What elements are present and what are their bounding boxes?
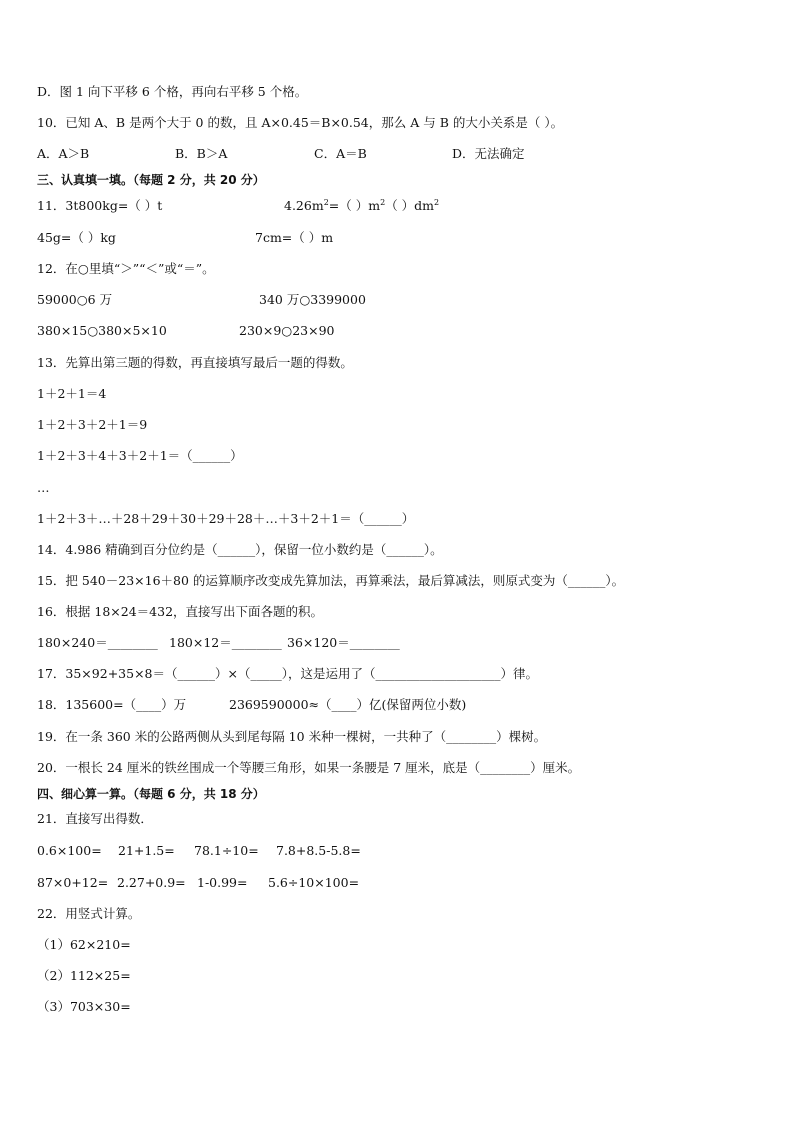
question-21-h: 5.6÷10×100= [268, 875, 360, 890]
question-16-b: 180×12＝________ [169, 635, 282, 650]
q11b-sup1: 2 [323, 197, 329, 207]
question-16-c: 36×120＝________ [287, 635, 400, 650]
question-18-a: 18．135600=（____）万 [37, 697, 187, 712]
q11b-sup3: 2 [434, 197, 440, 207]
question-21: 21．直接写出得数． [37, 811, 153, 826]
option-a[interactable]: A．A＞B [37, 146, 90, 161]
question-17: 17．35×92+35×8＝（______）×（_____），这是运用了（____________________）律。 [37, 666, 538, 681]
question-21-c: 78.1÷10= [194, 843, 259, 858]
question-21-e: 87×0+12= [37, 875, 109, 890]
question-18-b: 2369590000≈（____）亿(保留两位小数) [229, 697, 467, 712]
question-12-b: 340 万○3399000 [259, 292, 366, 307]
question-21-g: 1-0.99= [197, 875, 248, 890]
question-13: 13．先算出第三题的得数，再直接填写最后一题的得数。 [37, 355, 353, 370]
section-3-heading: 三、认真填一填。（每题 2 分，共 20 分） [37, 173, 265, 187]
question-10: 10．已知 A、B 是两个大于 0 的数，且 A×0.45＝B×0.54，那么 A 与 B 的大小关系是（ ）。 [37, 115, 564, 130]
question-15: 15．把 540－23×16＋80 的运算顺序改变成先算加法，再算乘法，最后算减法，则原式变为（______）。 [37, 573, 625, 588]
question-20: 20．一根长 24 厘米的铁丝围成一个等腰三角形，如果一条腰是 7 厘米，底是（________）厘米。 [37, 760, 581, 775]
question-13-line-3: 1＋2＋3＋4＋3＋2＋1＝（______） [37, 448, 243, 463]
question-16: 16．根据 18×24＝432，直接写出下面各题的积。 [37, 604, 324, 619]
question-12-c: 380×15○380×5×10 [37, 323, 167, 338]
question-22-1: （1）62×210= [37, 937, 131, 952]
section-4-heading: 四、细心算一算。（每题 6 分，共 18 分） [37, 787, 265, 801]
question-13-ellipsis: … [37, 480, 50, 495]
question-12-d: 230×9○23×90 [239, 323, 335, 338]
option-b[interactable]: B．B＞A [175, 146, 228, 161]
question-22: 22．用竖式计算。 [37, 906, 141, 921]
question-13-line-1: 1＋2＋1＝4 [37, 386, 107, 401]
question-22-3: （3）703×30= [37, 999, 131, 1014]
option-d-line: D．图 1 向下平移 6 个格，再向右平移 5 个格。 [37, 84, 308, 99]
question-12: 12．在○里填“＞”“＜”或“＝”。 [37, 261, 215, 276]
question-13-line-2: 1＋2＋3＋2＋1＝9 [37, 417, 148, 432]
q11b-text: 4.26m [284, 198, 324, 213]
question-16-a: 180×240＝________ [37, 635, 158, 650]
question-12-a: 59000○6 万 [37, 292, 113, 307]
question-11-c: 45g=（ ）kg [37, 230, 116, 245]
question-13-line-5: 1＋2＋3＋…＋28＋29＋30＋29＋28＋…＋3＋2＋1＝（______） [37, 511, 415, 526]
q11b-mid: =（ ）m [328, 198, 381, 213]
question-11-d: 7cm=（ ）m [255, 230, 334, 245]
q11b-mid2: （ ）dm [385, 198, 435, 213]
question-22-2: （2）112×25= [37, 968, 131, 983]
option-d[interactable]: D．无法确定 [452, 146, 525, 161]
question-21-a: 0.6×100= [37, 843, 102, 858]
question-14: 14．4.986 精确到百分位约是（______），保留一位小数约是（______）。 [37, 542, 443, 557]
question-21-f: 2.27+0.9= [117, 875, 186, 890]
question-11-a: 11．3t800kg=（ ）t [37, 198, 163, 213]
question-19: 19．在一条 360 米的公路两侧从头到尾每隔 10 米种一棵树，一共种了（________）棵树。 [37, 729, 547, 744]
question-21-d: 7.8+8.5-5.8= [276, 843, 361, 858]
question-11-b [284, 198, 439, 214]
q11b-sup2: 2 [380, 197, 386, 207]
question-21-b: 21+1.5= [118, 843, 175, 858]
option-c[interactable]: C．A＝B [314, 146, 367, 161]
